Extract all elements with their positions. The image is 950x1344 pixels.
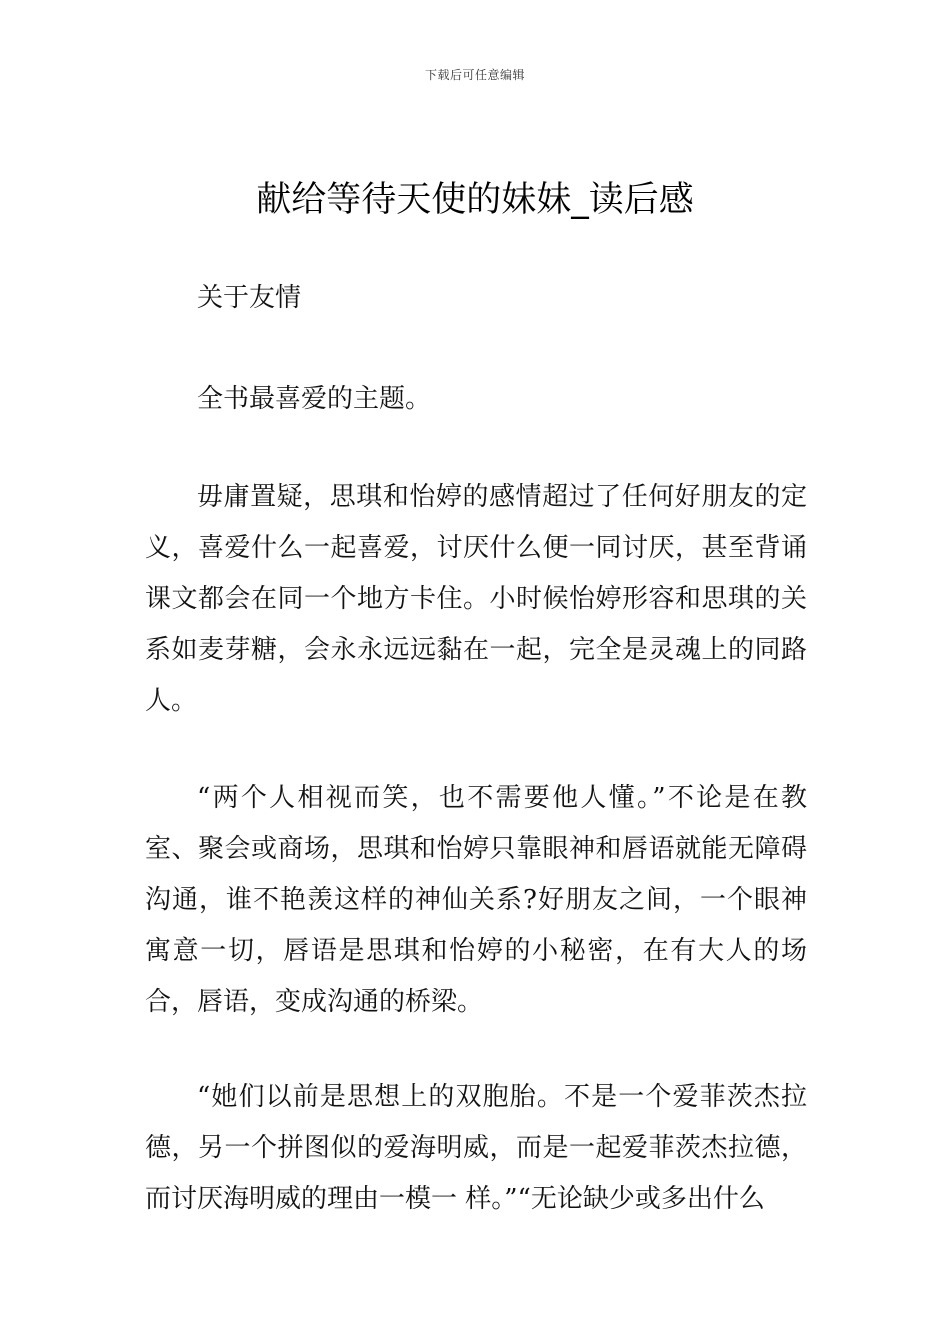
paragraph: “两个人相视而笑，也不需要他人懂。”不论是在教室、聚会或商场，思琪和怡婷只靠眼神和唇语就能无障碍沟通，谁不艳羡这样的神仙关系?好朋友之间，一个眼神寓意一切，唇语是思琪和怡婷的小秘密，在有大人的场合，唇语，变成沟通的桥梁。 (145, 783, 807, 1017)
paragraph: 全书最喜爱的主题。 (197, 384, 432, 414)
paragraph: 毋庸置疑，思琪和怡婷的感情超过了任何好朋友的定义，喜爱什么一起喜爱，讨厌什么便一同讨厌，甚至背诵课文都会在同一个地方卡住。小时候怡婷形容和思琪的关系如麦芽糖，会永永远远黏在一起，完全是灵魂上的同路人。 (145, 482, 807, 716)
document-title: 献给等待天使的妹妹_读后感 (256, 180, 694, 220)
paragraph-section-heading: 关于友情 (197, 283, 302, 313)
header-note: 下载后可任意编辑 (424, 68, 525, 82)
paragraph: “她们以前是思想上的双胞胎。不是一个爱菲茨杰拉德，另一个拼图似的爱海明威，而是一起爱菲茨杰拉德，而讨厌海明威的理由一模一 样。”“无论缺少或多出什么 (145, 1082, 807, 1214)
